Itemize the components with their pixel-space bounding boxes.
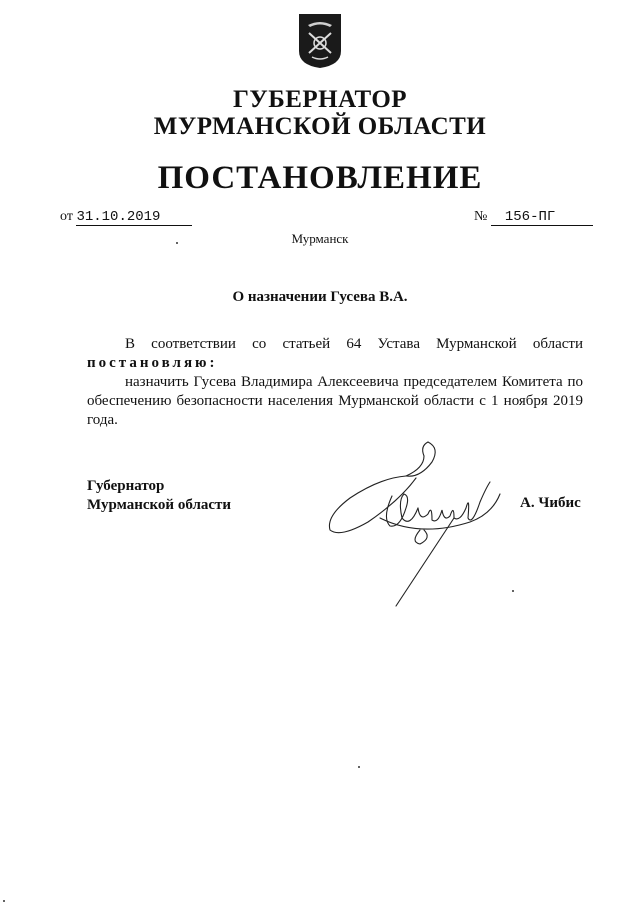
scan-speck: [358, 766, 360, 768]
document-number: 156-ПГ: [504, 209, 556, 225]
document-date: 31.10.2019: [76, 209, 161, 225]
signatory-title: [87, 477, 231, 515]
body-paragraph-2: назначить Гусева Владимира Алексеевича председателем Комитета по обеспечению безопасности населения Мурманской области с 1 ноября 2019 года.: [87, 374, 583, 428]
number-row: [474, 209, 593, 226]
issuer-line-2: МУРМАНСКОЙ ОБЛАСТИ: [153, 113, 487, 140]
decree-word: постановляю:: [87, 355, 218, 371]
signatory-title-line-2: Мурманской области: [87, 497, 232, 513]
date-row: [60, 209, 192, 226]
number-underline: [491, 209, 593, 226]
date-underline: [76, 209, 192, 226]
body-paragraph-1: В соответствии со статьей 64 Устава Мурманской области: [125, 336, 583, 352]
city: Мурманск: [291, 231, 349, 246]
scan-speck: [3, 900, 5, 902]
handwritten-signature: [320, 438, 520, 608]
scan-speck: [512, 590, 514, 592]
document-body: [87, 335, 583, 430]
coat-of-arms-icon: [298, 13, 342, 69]
scan-speck: [176, 242, 178, 244]
number-prefix: №: [474, 209, 488, 224]
signatory-name: А. Чибис: [520, 495, 581, 511]
signatory-title-line-1: Губернатор: [87, 478, 165, 494]
document-subject: О назначении Гусева В.А.: [232, 289, 408, 305]
date-prefix: от: [60, 209, 73, 224]
issuer-line-1: ГУБЕРНАТОР: [232, 86, 408, 113]
document-title: ПОСТАНОВЛЕНИЕ: [157, 160, 483, 196]
